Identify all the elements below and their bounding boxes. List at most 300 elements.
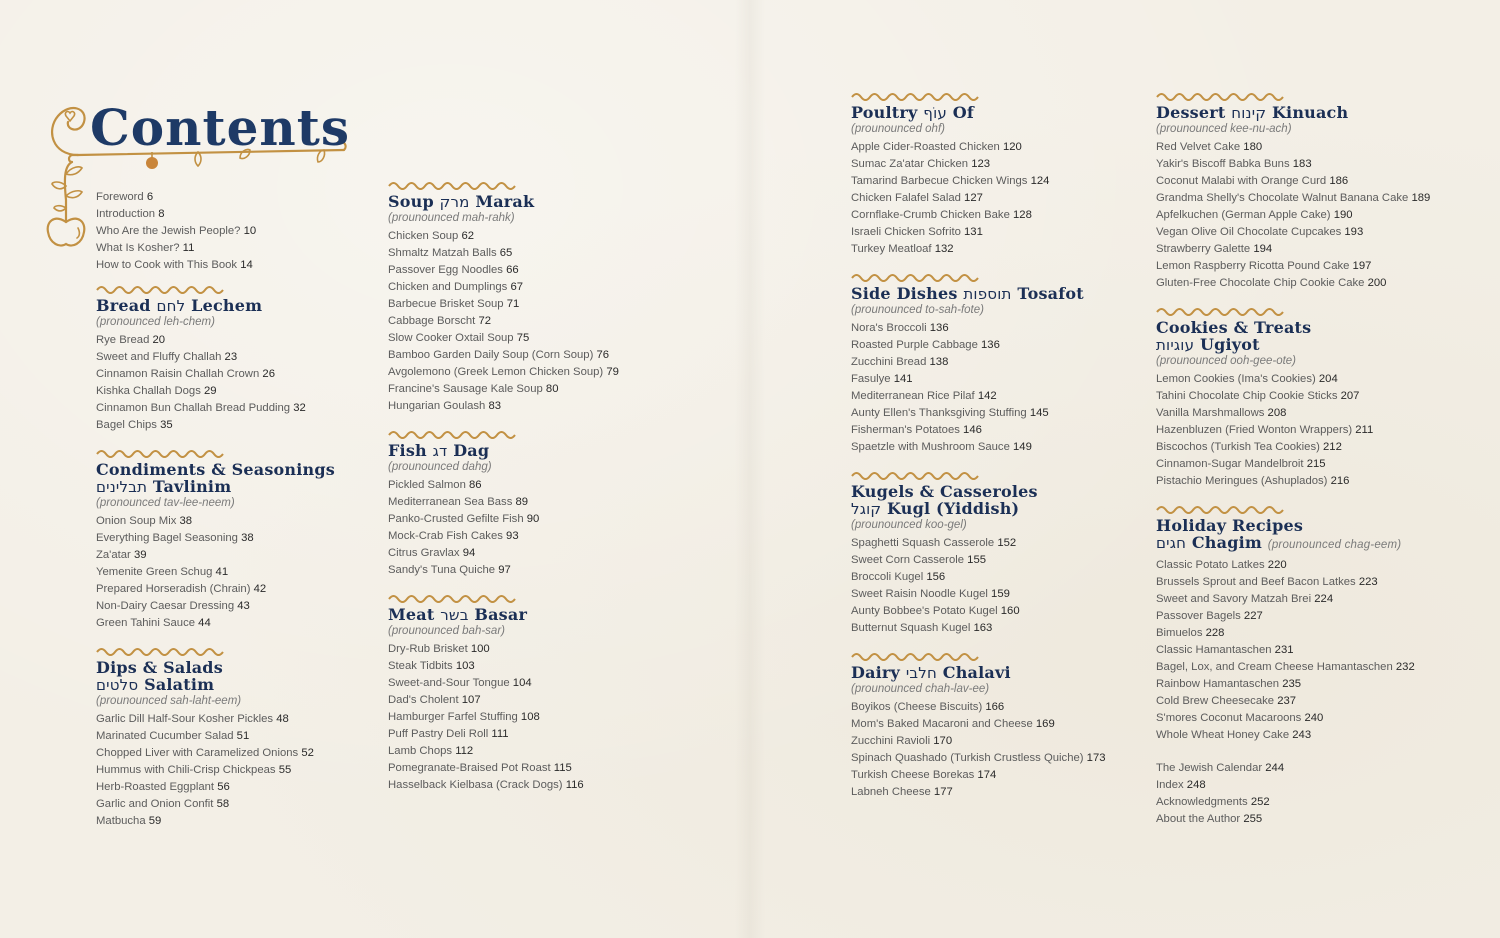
recipe-entry[interactable]	[96, 598, 396, 615]
recipe-title: Pistachio Meringues (Ashuplados)	[1156, 475, 1328, 487]
recipe-entry[interactable]	[388, 296, 688, 313]
recipe-title: Mediterranean Rice Pilaf	[851, 390, 975, 402]
recipe-entry[interactable]	[1156, 473, 1456, 490]
toc-entry[interactable]: Foreword 6	[96, 191, 154, 203]
recipe-title: Cinnamon Raisin Challah Crown	[96, 368, 260, 380]
page-number: 38	[179, 515, 193, 527]
page-number: 149	[1013, 441, 1032, 453]
pronunciation: (prounounced koo-gel)	[851, 519, 967, 531]
section-title-english: Dairy	[851, 663, 901, 682]
recipe-entry[interactable]	[851, 337, 1151, 354]
recipe-entry[interactable]	[388, 743, 688, 760]
wavy-divider-icon	[388, 593, 520, 603]
page-number: 94	[462, 547, 476, 559]
recipe-entry[interactable]	[388, 760, 688, 777]
recipe-entry[interactable]	[388, 228, 688, 245]
page-number: 237	[1277, 695, 1297, 707]
recipe-title: Slow Cooker Oxtail Soup	[388, 332, 514, 344]
recipe-entry[interactable]	[388, 692, 688, 709]
page-number: 127	[964, 192, 983, 204]
recipe-title: Sumac Za'atar Chicken	[851, 158, 969, 170]
page-number: 83	[488, 400, 502, 412]
recipe-title: Puff Pastry Deli Roll	[388, 728, 489, 740]
pronunciation: (prounounced sah-laht-eem)	[96, 695, 242, 707]
page-number: 211	[1355, 424, 1374, 436]
page-number: 231	[1274, 644, 1294, 656]
recipe-entry[interactable]	[96, 366, 396, 383]
recipe-entry[interactable]	[1156, 405, 1456, 422]
section-title-hebrew: קוגל	[851, 500, 882, 518]
recipe-entry[interactable]	[1156, 139, 1456, 156]
section-condiments	[96, 448, 396, 632]
recipe-title: Lamb Chops	[388, 745, 453, 757]
page-number: 197	[1352, 260, 1372, 272]
pronunciation: (prounounced kee-nu-ach)	[1156, 123, 1292, 135]
section-title-hebrew: מרק	[439, 193, 470, 211]
recipe-title: Rye Bread	[96, 334, 150, 346]
page-number: 104	[512, 677, 532, 689]
page-number: 116	[565, 779, 584, 791]
recipe-entry[interactable]	[388, 494, 688, 511]
wavy-divider-icon	[96, 284, 228, 294]
recipe-title: S'mores Coconut Macaroons	[1156, 712, 1302, 724]
recipe-entry[interactable]	[388, 528, 688, 545]
page-number: 42	[253, 583, 267, 595]
recipe-entry[interactable]	[851, 767, 1151, 784]
recipe-title: Biscochos (Turkish Tea Cookies)	[1156, 441, 1320, 453]
recipe-entry[interactable]	[1156, 456, 1456, 473]
page-number: 194	[1253, 243, 1273, 255]
recipe-entry[interactable]	[851, 139, 1151, 156]
section-dips	[96, 646, 396, 830]
page-number: 86	[469, 479, 482, 491]
recipe-entry[interactable]	[96, 581, 396, 598]
page-number: 29	[204, 385, 217, 397]
section-title-transliteration: Marak	[475, 192, 535, 211]
recipe-entry[interactable]	[1156, 207, 1456, 224]
section-soup	[388, 180, 688, 415]
page-number: 56	[217, 781, 230, 793]
recipe-entry[interactable]	[851, 439, 1151, 456]
recipe-title: Dry-Rub Brisket	[388, 643, 468, 655]
recipe-title: Chicken Soup	[388, 230, 459, 242]
page-number: 243	[1292, 729, 1312, 741]
section-sides	[851, 272, 1151, 456]
wavy-divider-icon	[851, 651, 983, 661]
recipe-entry[interactable]	[1156, 608, 1456, 625]
recipe-title: Rainbow Hamantaschen	[1156, 678, 1280, 690]
recipe-entry[interactable]	[1156, 422, 1456, 439]
wavy-divider-icon	[851, 91, 983, 101]
recipe-entry[interactable]	[1156, 190, 1456, 207]
page-number: 156	[926, 571, 946, 583]
page-number: 128	[1013, 209, 1032, 221]
page-number: 107	[461, 694, 481, 706]
recipe-entry[interactable]	[388, 511, 688, 528]
recipe-entry[interactable]	[851, 716, 1151, 733]
recipe-entry[interactable]	[388, 364, 688, 381]
recipe-title: Sweet Corn Casserole	[851, 554, 965, 566]
recipe-title: Non-Dairy Caesar Dressing	[96, 600, 235, 612]
recipe-title: Aunty Ellen's Thanksgiving Stuffing	[851, 407, 1027, 419]
recipe-entry[interactable]	[1156, 676, 1456, 693]
recipe-entry[interactable]	[388, 313, 688, 330]
recipe-title: Passover Egg Noodles	[388, 264, 503, 276]
recipe-entry[interactable]	[1156, 224, 1456, 241]
wavy-divider-icon	[96, 448, 228, 458]
recipe-title: Fisherman's Potatoes	[851, 424, 960, 436]
back-matter-list	[1156, 760, 1456, 828]
recipe-entry[interactable]	[388, 675, 688, 692]
section-title-transliteration: Kugl (Yiddish)	[887, 499, 1020, 518]
recipe-entry[interactable]	[851, 405, 1151, 422]
page-number: 224	[1314, 593, 1334, 605]
recipe-title: Shmaltz Matzah Balls	[388, 247, 497, 259]
recipe-entry[interactable]	[96, 417, 396, 434]
section-title-english: Side Dishes	[851, 284, 958, 303]
section-title-english: Dips & Salads	[96, 658, 223, 677]
recipe-entry[interactable]	[1156, 275, 1456, 292]
page-number: 112	[455, 745, 474, 757]
recipe-entry[interactable]	[1156, 710, 1456, 727]
recipe-entry[interactable]	[1156, 371, 1456, 388]
column-1	[96, 284, 396, 844]
recipe-entry[interactable]	[1156, 241, 1456, 258]
recipe-entry[interactable]	[96, 564, 396, 581]
page-number: 97	[498, 564, 511, 576]
recipe-entry[interactable]	[1156, 727, 1456, 744]
pronunciation: (pronounced leh-chem)	[96, 316, 215, 328]
section-title-hebrew: קינוח	[1231, 104, 1267, 122]
recipe-title: Bamboo Garden Daily Soup (Corn Soup)	[388, 349, 594, 361]
page-number: 204	[1318, 373, 1338, 385]
recipe-entry[interactable]	[851, 173, 1151, 190]
page-number: 142	[977, 390, 997, 402]
recipe-entry[interactable]	[1156, 173, 1456, 190]
recipe-title: Sweet Raisin Noodle Kugel	[851, 588, 988, 600]
recipe-entry[interactable]	[96, 745, 396, 762]
recipe-title: Hungarian Goulash	[388, 400, 486, 412]
recipe-entry[interactable]	[851, 620, 1151, 637]
recipe-entry[interactable]	[388, 562, 688, 579]
page-number: 232	[1395, 661, 1415, 673]
section-title-transliteration: Salatim	[144, 675, 215, 694]
section-title-transliteration: Dag	[453, 441, 490, 460]
recipe-title: Whole Wheat Honey Cake	[1156, 729, 1290, 741]
page-number: 93	[506, 530, 519, 542]
recipe-entry[interactable]	[96, 383, 396, 400]
recipe-entry[interactable]	[1156, 625, 1456, 642]
page-number: 131	[964, 226, 983, 238]
recipe-entry[interactable]	[851, 207, 1151, 224]
recipe-title: Citrus Gravlax	[388, 547, 460, 559]
page-number: 216	[1330, 475, 1350, 487]
toc-entry[interactable]: How to Cook with This Book 14	[96, 259, 253, 271]
recipe-entry[interactable]	[851, 603, 1151, 620]
recipe-entry[interactable]	[851, 784, 1151, 801]
recipe-title: Vegan Olive Oil Chocolate Cupcakes	[1156, 226, 1342, 238]
recipe-entry[interactable]	[1156, 659, 1456, 676]
recipe-entry[interactable]	[388, 262, 688, 279]
recipe-title: Israeli Chicken Sofrito	[851, 226, 961, 238]
recipe-entry[interactable]	[1156, 591, 1456, 608]
wavy-divider-icon	[388, 180, 520, 190]
recipe-title: Boyikos (Cheese Biscuits)	[851, 701, 983, 713]
wavy-divider-icon	[1156, 504, 1288, 514]
recipe-entry[interactable]	[96, 779, 396, 796]
recipe-title: Panko-Crusted Gefilte Fish	[388, 513, 524, 525]
page-number: 108	[520, 711, 540, 723]
page-number: 166	[985, 701, 1005, 713]
recipe-entry[interactable]	[851, 320, 1151, 337]
page-number: 183	[1292, 158, 1312, 170]
recipe-entry[interactable]	[851, 241, 1151, 258]
recipe-entry[interactable]	[851, 190, 1151, 207]
page-number: 65	[499, 247, 513, 259]
recipe-title: Green Tahini Sauce	[96, 617, 196, 629]
recipe-title: Avgolemono (Greek Lemon Chicken Soup)	[388, 366, 604, 378]
recipe-title: Francine's Sausage Kale Soup	[388, 383, 543, 395]
page-number: 152	[997, 537, 1017, 549]
recipe-title: Zucchini Ravioli	[851, 735, 931, 747]
recipe-entry[interactable]	[388, 709, 688, 726]
page-number: 208	[1267, 407, 1287, 419]
recipe-title: Grandma Shelly's Chocolate Walnut Banana Cake	[1156, 192, 1409, 204]
recipe-entry[interactable]	[388, 477, 688, 494]
recipe-entry[interactable]	[1156, 439, 1456, 456]
recipe-title: Onion Soup Mix	[96, 515, 177, 527]
section-title-hebrew: תבלינים	[96, 478, 148, 496]
section-dairy	[851, 651, 1151, 801]
page-number: 115	[553, 762, 572, 774]
recipe-entry[interactable]	[851, 586, 1151, 603]
recipe-title: Spaetzle with Mushroom Sauce	[851, 441, 1010, 453]
recipe-title: Chopped Liver with Caramelized Onions	[96, 747, 299, 759]
page-number: 207	[1340, 390, 1360, 402]
recipe-entry[interactable]	[851, 224, 1151, 241]
recipe-entry[interactable]	[1156, 258, 1456, 275]
recipe-title: Roasted Purple Cabbage	[851, 339, 978, 351]
recipe-title: Aunty Bobbee's Potato Kugel	[851, 605, 998, 617]
page-number: 163	[973, 622, 993, 634]
recipe-entry[interactable]	[96, 813, 396, 830]
page-number: 138	[929, 356, 949, 368]
recipe-title: Hasselback Kielbasa (Crack Dogs)	[388, 779, 563, 791]
page-number: 76	[596, 349, 610, 361]
toc-entry[interactable]: About the Author 255	[1156, 813, 1263, 825]
page-number: 20	[152, 334, 166, 346]
pronunciation: (prounounced to-sah-fote)	[851, 304, 984, 316]
recipe-title: Vanilla Marshmallows	[1156, 407, 1265, 419]
section-heading	[388, 442, 688, 460]
recipe-entry[interactable]	[96, 728, 396, 745]
page-number: 186	[1329, 175, 1349, 187]
recipe-entry[interactable]	[388, 330, 688, 347]
recipe-title: Everything Bagel Seasoning	[96, 532, 238, 544]
toc-entry[interactable]: Index 248	[1156, 779, 1206, 791]
recipe-entry[interactable]	[1156, 557, 1456, 574]
page-number: 220	[1267, 559, 1287, 571]
toc-entry[interactable]: Introduction 8	[96, 208, 165, 220]
section-fish	[388, 429, 688, 579]
recipe-title: Cinnamon-Sugar Mandelbroit	[1156, 458, 1304, 470]
recipe-title: Yemenite Green Schug	[96, 566, 213, 578]
recipe-entry[interactable]	[388, 398, 688, 415]
recipe-entry[interactable]	[388, 641, 688, 658]
page-number: 89	[515, 496, 529, 508]
section-title-hebrew: חלבי	[905, 664, 937, 682]
recipe-entry[interactable]	[851, 354, 1151, 371]
recipe-entry[interactable]	[96, 400, 396, 417]
recipe-title: Tamarind Barbecue Chicken Wings	[851, 175, 1028, 187]
recipe-title: Bimuelos	[1156, 627, 1203, 639]
page-number: 38	[241, 532, 254, 544]
recipe-title: Spinach Quashado (Turkish Crustless Quiche)	[851, 752, 1084, 764]
page-number: 240	[1304, 712, 1324, 724]
recipe-title: Sandy's Tuna Quiche	[388, 564, 496, 576]
recipe-title: Bagel, Lox, and Cream Cheese Hamantaschen	[1156, 661, 1393, 673]
recipe-entry[interactable]	[388, 245, 688, 262]
wavy-divider-icon	[851, 470, 983, 480]
section-title-english: Fish	[388, 441, 427, 460]
section-heading	[96, 297, 396, 315]
recipe-entry[interactable]	[851, 422, 1151, 439]
recipe-title: Apfelkuchen (German Apple Cake)	[1156, 209, 1331, 221]
recipe-entry[interactable]	[851, 750, 1151, 767]
recipe-entry[interactable]	[1156, 156, 1456, 173]
page-number: 177	[933, 786, 953, 798]
recipe-entry[interactable]	[388, 279, 688, 296]
recipe-title: Red Velvet Cake	[1156, 141, 1241, 153]
page-number: 235	[1282, 678, 1302, 690]
recipe-title: Herb-Roasted Eggplant	[96, 781, 215, 793]
section-heading	[851, 664, 1151, 682]
recipe-entry[interactable]	[96, 711, 396, 728]
recipe-entry[interactable]	[1156, 388, 1456, 405]
section-title-english: Holiday Recipes	[1156, 516, 1304, 535]
recipe-title: Hummus with Chili-Crisp Chickpeas	[96, 764, 276, 776]
recipe-entry[interactable]	[851, 535, 1151, 552]
toc-entry[interactable]: What Is Kosher? 11	[96, 242, 195, 254]
page-number: 51	[236, 730, 250, 742]
recipe-title: Passover Bagels	[1156, 610, 1241, 622]
section-title-hebrew: חגים	[1156, 534, 1187, 552]
toc-entry[interactable]: The Jewish Calendar 244	[1156, 762, 1285, 774]
section-title-transliteration: Tavlinim	[152, 477, 232, 496]
recipe-entry[interactable]	[96, 332, 396, 349]
page-number: 72	[478, 315, 492, 327]
section-bread	[96, 284, 396, 434]
recipe-entry[interactable]	[96, 762, 396, 779]
page-number: 41	[215, 566, 229, 578]
page-number: 228	[1205, 627, 1225, 639]
section-title-english: Bread	[96, 296, 151, 315]
section-title-hebrew: סלטים	[96, 676, 139, 694]
section-heading	[388, 606, 688, 624]
recipe-entry[interactable]	[96, 513, 396, 530]
toc-entry[interactable]: Who Are the Jewish People? 10	[96, 225, 257, 237]
section-title-english: Poultry	[851, 103, 918, 122]
recipe-entry[interactable]	[851, 699, 1151, 716]
recipe-title: Sweet and Savory Matzah Brei	[1156, 593, 1312, 605]
recipe-entry[interactable]	[388, 347, 688, 364]
recipe-title: Cabbage Borscht	[388, 315, 476, 327]
section-title-english: Kugels & Casseroles	[851, 482, 1038, 501]
recipe-title: Tahini Chocolate Chip Cookie Sticks	[1156, 390, 1338, 402]
page-number: 100	[470, 643, 490, 655]
page-number: 173	[1086, 752, 1106, 764]
recipe-entry[interactable]	[96, 796, 396, 813]
page-number: 189	[1411, 192, 1431, 204]
recipe-entry[interactable]	[1156, 574, 1456, 591]
recipe-entry[interactable]	[851, 371, 1151, 388]
recipe-title: Coconut Malabi with Orange Curd	[1156, 175, 1327, 187]
recipe-entry[interactable]	[1156, 693, 1456, 710]
recipe-entry[interactable]	[96, 349, 396, 366]
section-title-transliteration: Of	[952, 103, 974, 122]
recipe-entry[interactable]	[388, 726, 688, 743]
recipe-entry[interactable]	[388, 381, 688, 398]
recipe-entry[interactable]	[388, 545, 688, 562]
section-title-hebrew: תוספות	[963, 285, 1012, 303]
recipe-entry[interactable]	[851, 569, 1151, 586]
page-number: 80	[545, 383, 559, 395]
page-number: 32	[293, 402, 306, 414]
section-kugels	[851, 470, 1151, 637]
recipe-title: Apple Cider-Roasted Chicken	[851, 141, 1000, 153]
section-title-transliteration: Chalavi	[942, 663, 1011, 682]
recipe-title: Hazenbluzen (Fried Wonton Wrappers)	[1156, 424, 1353, 436]
recipe-entry[interactable]	[388, 777, 688, 794]
page-number: 79	[606, 366, 619, 378]
recipe-entry[interactable]	[1156, 642, 1456, 659]
pronunciation: (prounounced bah-sar)	[388, 625, 505, 637]
wavy-divider-icon	[851, 272, 983, 282]
recipe-entry[interactable]	[851, 388, 1151, 405]
wavy-divider-icon	[1156, 91, 1288, 101]
toc-entry[interactable]: Acknowledgments 252	[1156, 796, 1270, 808]
section-meat	[388, 593, 688, 794]
page-number: 55	[278, 764, 292, 776]
recipe-title: Matbucha	[96, 815, 146, 827]
recipe-title: Zucchini Bread	[851, 356, 927, 368]
column-3	[851, 91, 1151, 815]
section-dessert	[1156, 91, 1456, 292]
section-heading	[1156, 319, 1456, 354]
recipe-entry[interactable]	[851, 156, 1151, 173]
recipe-title: Pomegranate-Braised Pot Roast	[388, 762, 551, 774]
page-number: 67	[510, 281, 524, 293]
page-number: 44	[198, 617, 211, 629]
recipe-title: Gluten-Free Chocolate Chip Cookie Cake	[1156, 277, 1365, 289]
wavy-divider-icon	[96, 646, 228, 656]
section-heading	[388, 193, 688, 211]
recipe-entry[interactable]	[388, 658, 688, 675]
recipe-title: Pickled Salmon	[388, 479, 466, 491]
page-number: 48	[276, 713, 289, 725]
section-heading	[851, 285, 1151, 303]
recipe-entry[interactable]	[851, 733, 1151, 750]
section-heading	[851, 104, 1151, 122]
page-number: 23	[224, 351, 238, 363]
section-cookies	[1156, 306, 1456, 490]
recipe-title: Steak Tidbits	[388, 660, 453, 672]
recipe-entry[interactable]	[851, 552, 1151, 569]
recipe-entry[interactable]	[96, 615, 396, 632]
page-number: 120	[1002, 141, 1022, 153]
recipe-entry[interactable]	[96, 547, 396, 564]
recipe-entry[interactable]	[96, 530, 396, 547]
